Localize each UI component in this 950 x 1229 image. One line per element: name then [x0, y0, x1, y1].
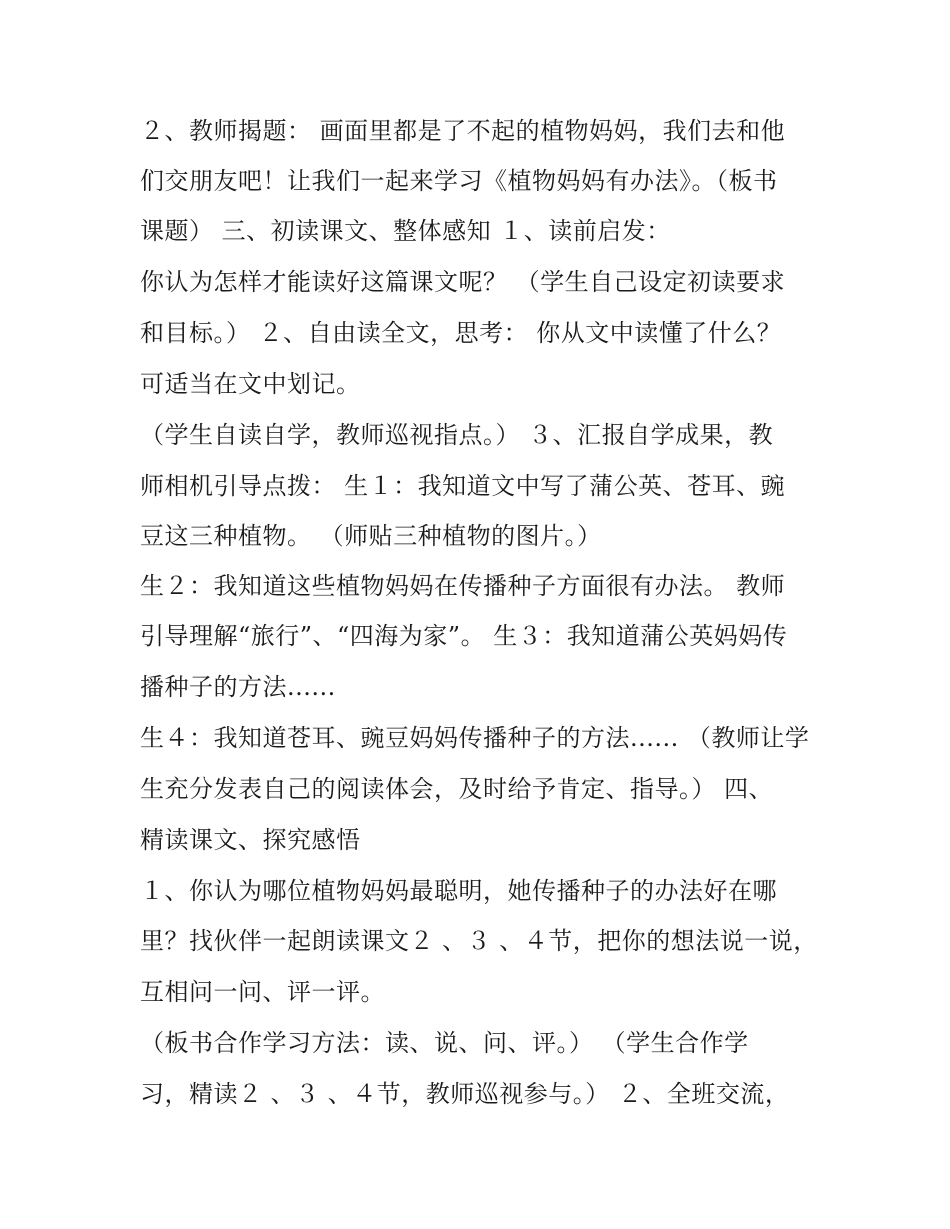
- text-line: 可适当在文中划记。: [140, 370, 361, 398]
- text-line: 豆这三种植物。 （师贴三种植物的图片。）: [140, 522, 602, 550]
- text-line: 播种子的方法......: [140, 673, 336, 701]
- text-line: 课题） 三、初读课文、整体感知 １、读前启发：: [140, 217, 671, 245]
- text-line: 师相机引导点拨： 生１：我知道文中写了蒲公英、苍耳、豌: [140, 472, 786, 500]
- text-line: 生充分发表自己的阅读体会，及时给予肯定、指导。） 四、: [140, 775, 774, 803]
- text-line: 引导理解“旅行”、“四海为家”。 生３：我知道蒲公英妈妈传: [140, 622, 788, 650]
- text-line: 和目标。） ２、自由读全文，思考： 你从文中读懂了什么？: [140, 319, 782, 347]
- text-line: 们交朋友吧！让我们一起来学习《植物妈妈有办法》。（板书: [140, 167, 778, 195]
- text-line: 里？找伙伴一起朗读课文２ 、３ 、４节，把你的想法说一说，: [140, 927, 818, 955]
- text-line: ２、教师揭题： 画面里都是了不起的植物妈妈，我们去和他: [140, 117, 786, 145]
- text-line: 精读课文、探究感悟: [140, 826, 361, 854]
- text-line: 生２：我知道这些植物妈妈在传播种子方面很有办法。 教师: [140, 572, 786, 600]
- text-line: １、你认为哪位植物妈妈最聪明，她传播种子的办法好在哪: [140, 877, 777, 905]
- text-line: （板书合作学习方法：读、说、问、评。） （学生合作学: [140, 1029, 749, 1057]
- text-line: 互相问一问、评一评。: [140, 978, 385, 1006]
- text-line: 生４：我知道苍耳、豌豆妈妈传播种子的方法...... （教师让学: [140, 724, 810, 752]
- text-line: 习，精读２ 、３ 、４节，教师巡视参与。） ２、全班交流，: [140, 1080, 790, 1108]
- text-line: （学生自读自学，教师巡视指点。） ３、汇报自学成果，教: [140, 421, 774, 449]
- text-line: 你认为怎样才能读好这篇课文呢？ （学生自己设定初读要求: [140, 268, 786, 296]
